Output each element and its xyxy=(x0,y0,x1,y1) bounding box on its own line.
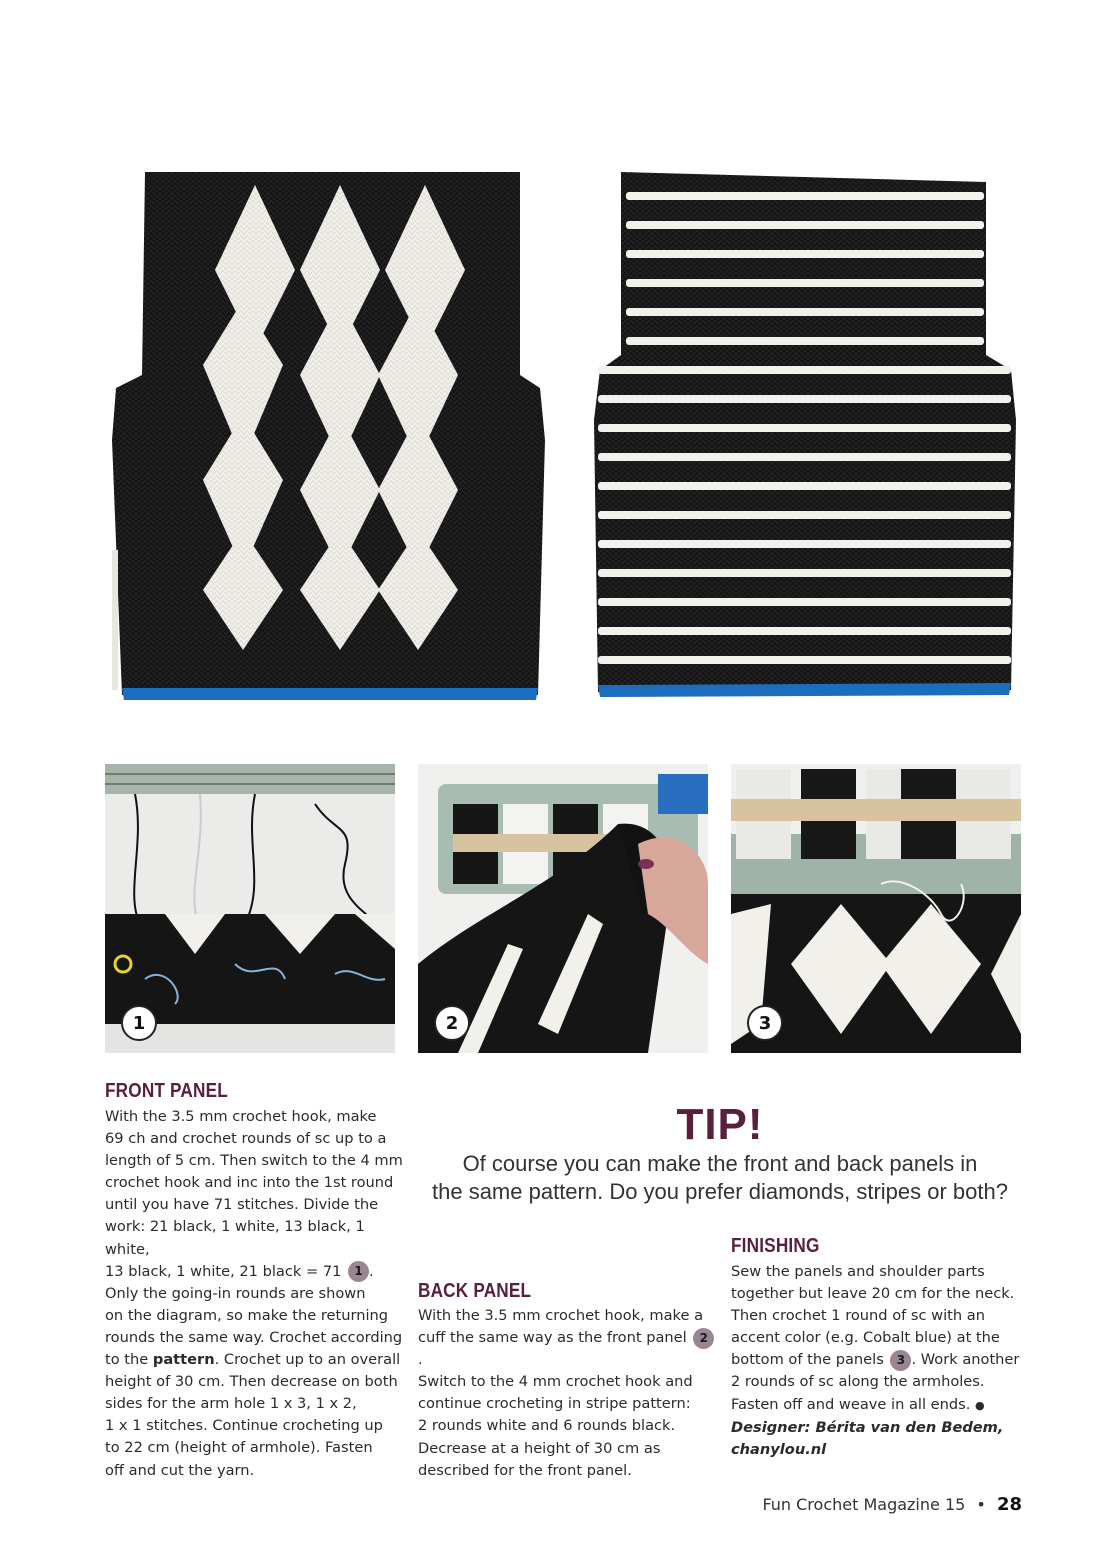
stripe xyxy=(626,192,984,200)
back-panel-text: With the 3.5 mm crochet hook, make a cuff the same way as the front panel 2. Switch to the 4 mm crochet hook and continue crocheting in stripe pattern: 2 rounds white and 6 rounds black. Decrease at a height of 30 cm as described for the front panel. xyxy=(418,1305,718,1482)
step-photo-1 xyxy=(105,764,395,1053)
stripe xyxy=(598,453,1011,461)
back-panel-heading: BACK PANEL xyxy=(418,1280,532,1302)
tip-text: Of course you can make the front and back panels in the same pattern. Do you prefer diamonds, stripes or both? xyxy=(432,1151,1008,1204)
magazine-name: Fun Crochet Magazine 15 xyxy=(762,1495,966,1514)
stripe xyxy=(598,366,1011,374)
designer-website: chanylou.nl xyxy=(731,1440,827,1458)
finishing-heading: FINISHING xyxy=(731,1235,820,1257)
step-number-badge: 1 xyxy=(121,1005,157,1041)
photo-ref-badge: 3 xyxy=(890,1350,911,1371)
front-panel-text: With the 3.5 mm crochet hook, make 69 ch and crochet rounds of sc up to a length of 5 cm. Then switch to the 4 mm crochet hook and inc into the 1st round until you have 71 stitches. Divide the work: 21 black, 1 white, 13 black, 1 white, 13 black, 1 white, 21 black = 71 1 . Only the going-in rounds are shown on the diagram, so make the returning rounds the same way. Crochet according to the pattern. Crochet up to an overall height of 30 cm. Then decrease on both sides for the arm hole 1 x 3, 1 x 2, 1 x 1 stitches. Continue crocheting up to 22 cm (height of armhole). Fasten off and cut the yarn. xyxy=(105,1108,403,1479)
photo-ref-badge: 1 xyxy=(348,1261,369,1282)
stripe xyxy=(626,250,984,258)
photo-ref-badge: 2 xyxy=(693,1328,714,1349)
stripe xyxy=(598,511,1011,519)
step-photo-2 xyxy=(418,764,708,1053)
stripe xyxy=(598,395,1011,403)
stripe xyxy=(598,598,1011,606)
front-panel-heading: FRONT PANEL xyxy=(105,1080,228,1102)
finishing-text: Sew the panels and shoulder parts together but leave 20 cm for the neck. Then crochet 1 round of sc with an accent color (e.g. Cobalt blue) at the bottom of the panels 3 . Work another 2 rounds of sc along the armholes. Fasten off and weave in all ends. ● Designer: Bérita van den Bedem, chanylou.nl xyxy=(731,1263,1020,1458)
stripe xyxy=(598,540,1011,548)
stripe xyxy=(626,337,984,345)
step-photo-3 xyxy=(731,764,1021,1053)
stripe xyxy=(598,482,1011,490)
stripe xyxy=(598,627,1011,635)
stripe xyxy=(626,279,984,287)
tip-title: TIP! xyxy=(676,1100,764,1149)
stripe xyxy=(598,569,1011,577)
end-mark: ● xyxy=(975,1398,985,1412)
stripe xyxy=(598,424,1011,432)
stripe xyxy=(598,656,1011,664)
page-number: 28 xyxy=(996,1494,1022,1515)
back-panel-vest-image xyxy=(586,160,1026,705)
page-footer xyxy=(762,1494,1022,1515)
step-number-badge: 2 xyxy=(434,1005,470,1041)
designer-credit: Designer: Bérita van den Bedem, xyxy=(731,1418,1004,1436)
stripe xyxy=(626,221,984,229)
footer-separator: • xyxy=(976,1495,986,1514)
front-panel-vest-image xyxy=(100,160,560,705)
step-number-badge: 3 xyxy=(747,1005,783,1041)
stripe xyxy=(626,308,984,316)
